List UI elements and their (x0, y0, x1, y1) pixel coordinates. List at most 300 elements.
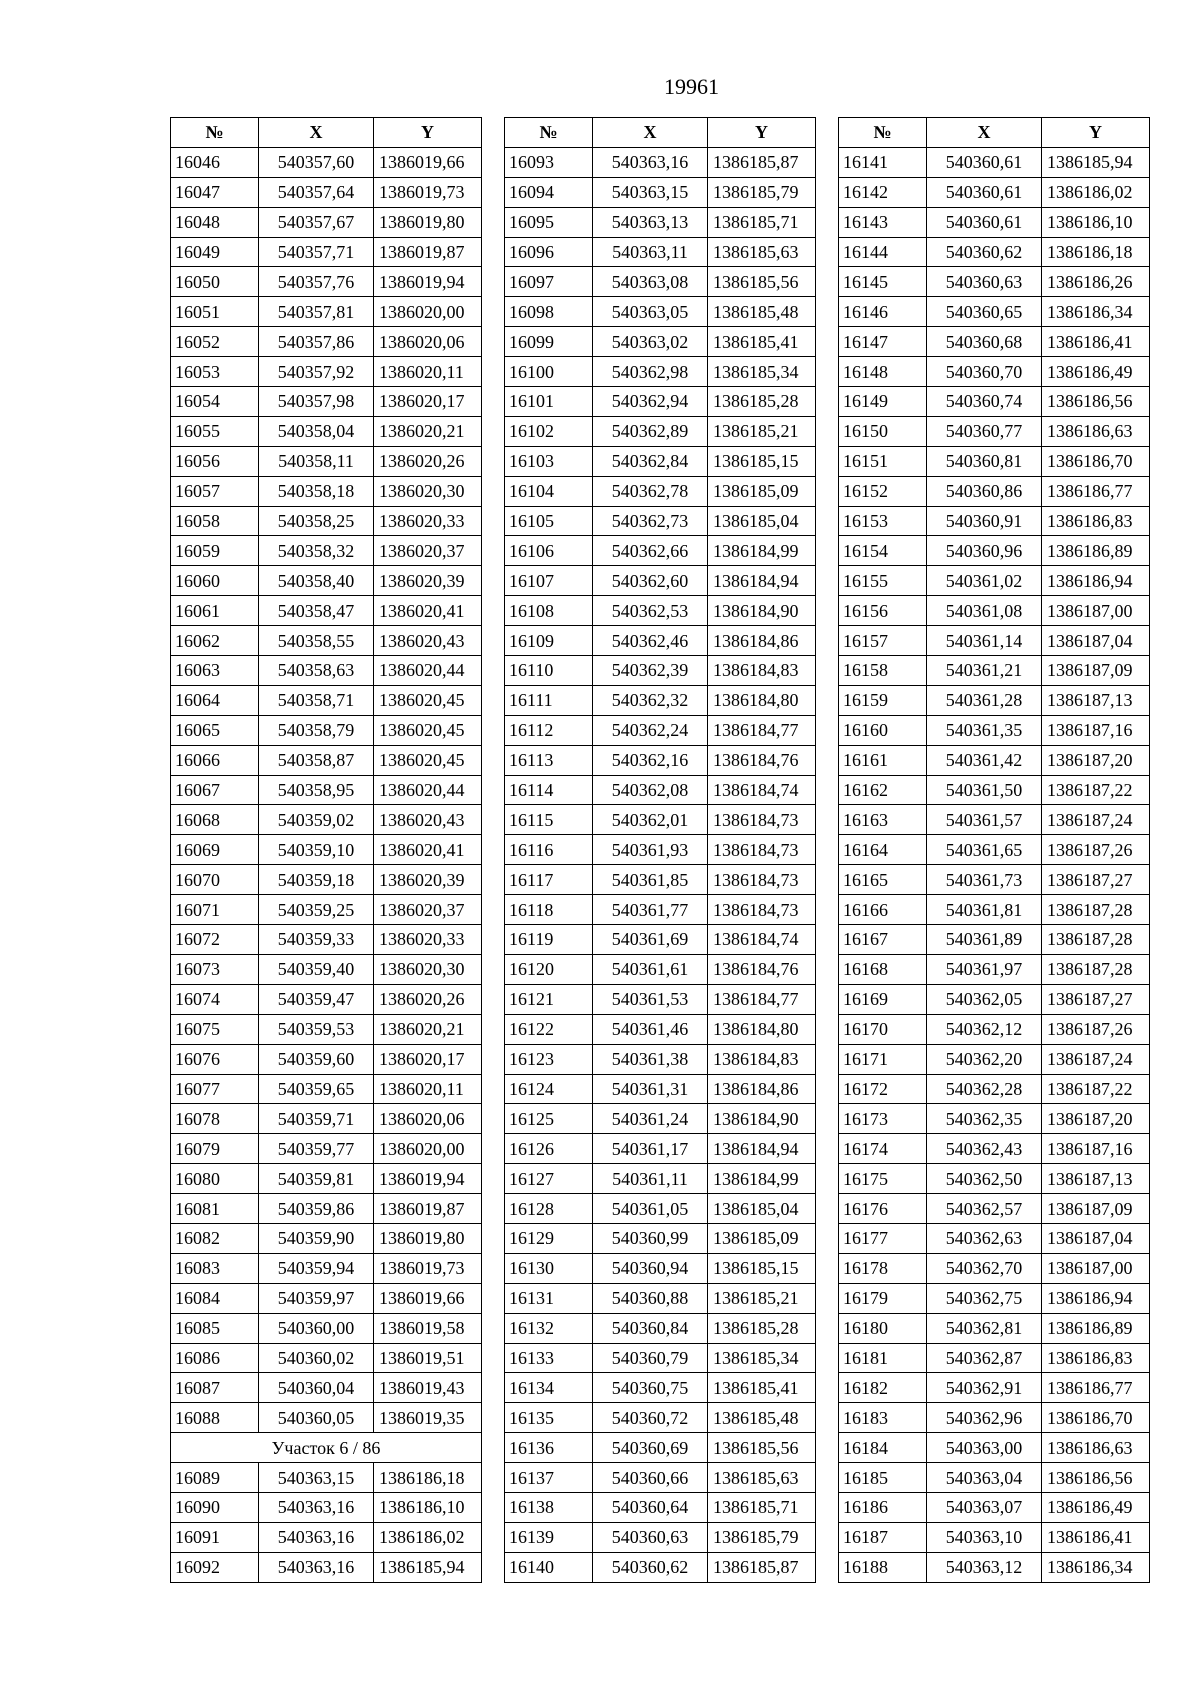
point-number: 16168 (839, 954, 927, 984)
point-number: 16123 (505, 1044, 593, 1074)
y-coordinate: 1386185,87 (708, 1552, 816, 1582)
page-number: 19961 (664, 74, 719, 99)
point-number: 16077 (171, 1074, 259, 1104)
table-row (171, 387, 482, 417)
point-number: 16068 (171, 805, 259, 835)
x-coordinate: 540358,55 (259, 626, 374, 656)
x-coordinate: 540362,20 (927, 1044, 1042, 1074)
table-row (839, 954, 1150, 984)
point-number: 16140 (505, 1552, 593, 1582)
table-row (505, 536, 816, 566)
x-coordinate: 540361,65 (927, 835, 1042, 865)
x-coordinate: 540361,69 (593, 925, 708, 955)
table-row (839, 446, 1150, 476)
table-row (839, 207, 1150, 237)
y-coordinate: 1386020,39 (374, 566, 482, 596)
table-row (171, 745, 482, 775)
y-coordinate: 1386185,09 (708, 476, 816, 506)
table-row (505, 1283, 816, 1313)
x-coordinate: 540361,89 (927, 925, 1042, 955)
y-coordinate: 1386186,94 (1042, 566, 1150, 596)
table-row (171, 1492, 482, 1522)
x-coordinate: 540360,61 (927, 147, 1042, 177)
point-number: 16124 (505, 1074, 593, 1104)
table-row (505, 237, 816, 267)
table-row (505, 1044, 816, 1074)
y-coordinate: 1386186,34 (1042, 1552, 1150, 1582)
table-row (505, 147, 816, 177)
x-coordinate: 540360,04 (259, 1373, 374, 1403)
table-row (505, 177, 816, 207)
point-number: 16145 (839, 267, 927, 297)
table-row (505, 685, 816, 715)
x-coordinate: 540361,81 (927, 895, 1042, 925)
y-coordinate: 1386184,76 (708, 954, 816, 984)
header-y: Y (374, 118, 482, 148)
y-coordinate: 1386186,49 (1042, 1492, 1150, 1522)
x-coordinate: 540358,79 (259, 715, 374, 745)
table-row (505, 715, 816, 745)
header-y: Y (708, 118, 816, 148)
point-number: 16181 (839, 1343, 927, 1373)
point-number: 16164 (839, 835, 927, 865)
y-coordinate: 1386185,34 (708, 357, 816, 387)
point-number: 16079 (171, 1134, 259, 1164)
x-coordinate: 540362,01 (593, 805, 708, 835)
point-number: 16138 (505, 1492, 593, 1522)
x-coordinate: 540362,50 (927, 1164, 1042, 1194)
y-coordinate: 1386020,45 (374, 715, 482, 745)
point-number: 16139 (505, 1522, 593, 1552)
table-row (505, 1522, 816, 1552)
table-row (171, 1253, 482, 1283)
y-coordinate: 1386186,83 (1042, 506, 1150, 536)
point-number: 16048 (171, 207, 259, 237)
y-coordinate: 1386187,09 (1042, 1194, 1150, 1224)
table-row (171, 835, 482, 865)
table-row (171, 1552, 482, 1582)
table-row (839, 536, 1150, 566)
x-coordinate: 540361,17 (593, 1134, 708, 1164)
point-number: 16117 (505, 865, 593, 895)
y-coordinate: 1386020,43 (374, 805, 482, 835)
x-coordinate: 540359,86 (259, 1194, 374, 1224)
y-coordinate: 1386185,41 (708, 327, 816, 357)
table-row (839, 476, 1150, 506)
y-coordinate: 1386185,56 (708, 267, 816, 297)
y-coordinate: 1386020,39 (374, 865, 482, 895)
table-row (839, 1492, 1150, 1522)
point-number: 16055 (171, 416, 259, 446)
y-coordinate: 1386184,74 (708, 925, 816, 955)
x-coordinate: 540363,04 (927, 1463, 1042, 1493)
x-coordinate: 540360,72 (593, 1403, 708, 1433)
y-coordinate: 1386020,17 (374, 387, 482, 417)
x-coordinate: 540363,12 (927, 1552, 1042, 1582)
point-number: 16143 (839, 207, 927, 237)
y-coordinate: 1386184,94 (708, 566, 816, 596)
y-coordinate: 1386186,41 (1042, 327, 1150, 357)
y-coordinate: 1386186,77 (1042, 1373, 1150, 1403)
point-number: 16091 (171, 1522, 259, 1552)
header-number: № (839, 118, 927, 148)
table-row (839, 237, 1150, 267)
x-coordinate: 540362,70 (927, 1253, 1042, 1283)
table-row (839, 925, 1150, 955)
header-x: X (593, 118, 708, 148)
y-coordinate: 1386186,56 (1042, 1463, 1150, 1493)
point-number: 16051 (171, 297, 259, 327)
table-row (171, 1343, 482, 1373)
table-row (171, 416, 482, 446)
y-coordinate: 1386185,21 (708, 1283, 816, 1313)
x-coordinate: 540362,98 (593, 357, 708, 387)
x-coordinate: 540362,35 (927, 1104, 1042, 1134)
x-coordinate: 540360,02 (259, 1343, 374, 1373)
y-coordinate: 1386185,21 (708, 416, 816, 446)
y-coordinate: 1386184,77 (708, 715, 816, 745)
point-number: 16108 (505, 596, 593, 626)
y-coordinate: 1386184,99 (708, 536, 816, 566)
x-coordinate: 540362,96 (927, 1403, 1042, 1433)
y-coordinate: 1386185,34 (708, 1343, 816, 1373)
x-coordinate: 540361,14 (927, 626, 1042, 656)
table-row (505, 1223, 816, 1253)
y-coordinate: 1386187,20 (1042, 745, 1150, 775)
y-coordinate: 1386185,15 (708, 446, 816, 476)
y-coordinate: 1386187,16 (1042, 715, 1150, 745)
table-row (505, 596, 816, 626)
point-number: 16167 (839, 925, 927, 955)
x-coordinate: 540360,74 (927, 387, 1042, 417)
x-coordinate: 540357,64 (259, 177, 374, 207)
x-coordinate: 540359,40 (259, 954, 374, 984)
x-coordinate: 540360,79 (593, 1343, 708, 1373)
table-row (171, 1522, 482, 1552)
point-number: 16151 (839, 446, 927, 476)
table-row (505, 267, 816, 297)
table-row (505, 954, 816, 984)
y-coordinate: 1386187,27 (1042, 865, 1150, 895)
point-number: 16131 (505, 1283, 593, 1313)
y-coordinate: 1386019,43 (374, 1373, 482, 1403)
x-coordinate: 540357,86 (259, 327, 374, 357)
y-coordinate: 1386019,80 (374, 1223, 482, 1253)
header-x: X (259, 118, 374, 148)
point-number: 16141 (839, 147, 927, 177)
y-coordinate: 1386187,27 (1042, 984, 1150, 1014)
y-coordinate: 1386184,83 (708, 1044, 816, 1074)
point-number: 16137 (505, 1463, 593, 1493)
y-coordinate: 1386186,89 (1042, 536, 1150, 566)
point-number: 16098 (505, 297, 593, 327)
point-number: 16092 (171, 1552, 259, 1582)
table-row (171, 267, 482, 297)
y-coordinate: 1386020,30 (374, 476, 482, 506)
x-coordinate: 540363,15 (259, 1463, 374, 1493)
table-row (839, 1194, 1150, 1224)
table-row (505, 446, 816, 476)
point-number: 16174 (839, 1134, 927, 1164)
y-coordinate: 1386019,87 (374, 237, 482, 267)
table-row (171, 357, 482, 387)
y-coordinate: 1386186,34 (1042, 297, 1150, 327)
y-coordinate: 1386187,09 (1042, 656, 1150, 686)
point-number: 16160 (839, 715, 927, 745)
point-number: 16169 (839, 984, 927, 1014)
y-coordinate: 1386184,73 (708, 835, 816, 865)
table-row (839, 805, 1150, 835)
x-coordinate: 540363,16 (259, 1492, 374, 1522)
point-number: 16149 (839, 387, 927, 417)
table-row (505, 865, 816, 895)
table-row (839, 1403, 1150, 1433)
x-coordinate: 540360,81 (927, 446, 1042, 476)
x-coordinate: 540361,38 (593, 1044, 708, 1074)
table-row (171, 536, 482, 566)
x-coordinate: 540363,07 (927, 1492, 1042, 1522)
x-coordinate: 540361,53 (593, 984, 708, 1014)
y-coordinate: 1386186,63 (1042, 416, 1150, 446)
y-coordinate: 1386020,45 (374, 685, 482, 715)
y-coordinate: 1386185,15 (708, 1253, 816, 1283)
x-coordinate: 540359,81 (259, 1164, 374, 1194)
y-coordinate: 1386020,17 (374, 1044, 482, 1074)
y-coordinate: 1386184,74 (708, 775, 816, 805)
point-number: 16182 (839, 1373, 927, 1403)
point-number: 16126 (505, 1134, 593, 1164)
table-row (171, 984, 482, 1014)
x-coordinate: 540362,78 (593, 476, 708, 506)
point-number: 16109 (505, 626, 593, 656)
point-number: 16086 (171, 1343, 259, 1373)
y-coordinate: 1386185,94 (374, 1552, 482, 1582)
y-coordinate: 1386187,26 (1042, 1014, 1150, 1044)
x-coordinate: 540358,47 (259, 596, 374, 626)
table-row (505, 1552, 816, 1582)
y-coordinate: 1386185,48 (708, 1403, 816, 1433)
point-number: 16058 (171, 506, 259, 536)
y-coordinate: 1386185,04 (708, 1194, 816, 1224)
table-row (171, 1164, 482, 1194)
point-number: 16060 (171, 566, 259, 596)
x-coordinate: 540360,99 (593, 1223, 708, 1253)
point-number: 16112 (505, 715, 593, 745)
point-number: 16170 (839, 1014, 927, 1044)
y-coordinate: 1386184,76 (708, 745, 816, 775)
y-coordinate: 1386020,21 (374, 416, 482, 446)
y-coordinate: 1386187,24 (1042, 1044, 1150, 1074)
table-row (505, 327, 816, 357)
point-number: 16057 (171, 476, 259, 506)
point-number: 16081 (171, 1194, 259, 1224)
point-number: 16100 (505, 357, 593, 387)
point-number: 16142 (839, 177, 927, 207)
table-row (505, 1403, 816, 1433)
y-coordinate: 1386187,26 (1042, 835, 1150, 865)
y-coordinate: 1386184,86 (708, 626, 816, 656)
x-coordinate: 540360,88 (593, 1283, 708, 1313)
x-coordinate: 540361,93 (593, 835, 708, 865)
y-coordinate: 1386186,70 (1042, 1403, 1150, 1433)
x-coordinate: 540361,42 (927, 745, 1042, 775)
y-coordinate: 1386187,20 (1042, 1104, 1150, 1134)
y-coordinate: 1386185,04 (708, 506, 816, 536)
x-coordinate: 540361,24 (593, 1104, 708, 1134)
point-number: 16128 (505, 1194, 593, 1224)
point-number: 16161 (839, 745, 927, 775)
table-row (171, 626, 482, 656)
y-coordinate: 1386186,77 (1042, 476, 1150, 506)
table-row (171, 925, 482, 955)
x-coordinate: 540360,62 (593, 1552, 708, 1582)
x-coordinate: 540361,57 (927, 805, 1042, 835)
x-coordinate: 540359,18 (259, 865, 374, 895)
x-coordinate: 540362,05 (927, 984, 1042, 1014)
y-coordinate: 1386184,73 (708, 895, 816, 925)
y-coordinate: 1386185,94 (1042, 147, 1150, 177)
x-coordinate: 540362,91 (927, 1373, 1042, 1403)
x-coordinate: 540358,71 (259, 685, 374, 715)
table-row (505, 1373, 816, 1403)
table-row (171, 656, 482, 686)
table-row (839, 387, 1150, 417)
x-coordinate: 540360,64 (593, 1492, 708, 1522)
table-header-row (505, 118, 816, 148)
point-number: 16134 (505, 1373, 593, 1403)
table-row (171, 147, 482, 177)
y-coordinate: 1386020,37 (374, 895, 482, 925)
point-number: 16059 (171, 536, 259, 566)
table-row (839, 1164, 1150, 1194)
table-row (839, 1522, 1150, 1552)
table-row (839, 626, 1150, 656)
table-row (171, 685, 482, 715)
x-coordinate: 540359,25 (259, 895, 374, 925)
point-number: 16082 (171, 1223, 259, 1253)
table-row (505, 1433, 816, 1463)
y-coordinate: 1386020,43 (374, 626, 482, 656)
table-row (505, 506, 816, 536)
point-number: 16163 (839, 805, 927, 835)
table-row (171, 237, 482, 267)
point-number: 16083 (171, 1253, 259, 1283)
y-coordinate: 1386186,10 (1042, 207, 1150, 237)
table-row (839, 1074, 1150, 1104)
point-number: 16129 (505, 1223, 593, 1253)
table-row (505, 626, 816, 656)
y-coordinate: 1386187,24 (1042, 805, 1150, 835)
table-row (839, 835, 1150, 865)
x-coordinate: 540359,97 (259, 1283, 374, 1313)
x-coordinate: 540362,81 (927, 1313, 1042, 1343)
point-number: 16188 (839, 1552, 927, 1582)
x-coordinate: 540361,85 (593, 865, 708, 895)
table-row (505, 895, 816, 925)
table-header-row (839, 118, 1150, 148)
y-coordinate: 1386019,35 (374, 1403, 482, 1433)
y-coordinate: 1386020,30 (374, 954, 482, 984)
table-row (839, 1044, 1150, 1074)
point-number: 16159 (839, 685, 927, 715)
x-coordinate: 540363,11 (593, 237, 708, 267)
table-row (171, 177, 482, 207)
table-row (505, 805, 816, 835)
y-coordinate: 1386020,33 (374, 925, 482, 955)
point-number: 16121 (505, 984, 593, 1014)
x-coordinate: 540358,95 (259, 775, 374, 805)
coordinates-table-2 (504, 117, 816, 1583)
table-row (505, 1343, 816, 1373)
x-coordinate: 540362,46 (593, 626, 708, 656)
y-coordinate: 1386185,87 (708, 147, 816, 177)
table-row (171, 506, 482, 536)
table-row (839, 1433, 1150, 1463)
table-row (839, 1463, 1150, 1493)
point-number: 16062 (171, 626, 259, 656)
y-coordinate: 1386186,83 (1042, 1343, 1150, 1373)
x-coordinate: 540361,61 (593, 954, 708, 984)
x-coordinate: 540361,08 (927, 596, 1042, 626)
point-number: 16101 (505, 387, 593, 417)
x-coordinate: 540363,10 (927, 1522, 1042, 1552)
table-row (171, 954, 482, 984)
point-number: 16156 (839, 596, 927, 626)
table-row (839, 357, 1150, 387)
y-coordinate: 1386020,44 (374, 775, 482, 805)
x-coordinate: 540358,32 (259, 536, 374, 566)
table-row (839, 745, 1150, 775)
table-row (505, 1074, 816, 1104)
x-coordinate: 540362,63 (927, 1223, 1042, 1253)
table-row (505, 476, 816, 506)
y-coordinate: 1386187,13 (1042, 685, 1150, 715)
y-coordinate: 1386020,21 (374, 1014, 482, 1044)
x-coordinate: 540363,16 (259, 1522, 374, 1552)
x-coordinate: 540362,75 (927, 1283, 1042, 1313)
y-coordinate: 1386020,06 (374, 327, 482, 357)
point-number: 16152 (839, 476, 927, 506)
y-coordinate: 1386187,22 (1042, 775, 1150, 805)
point-number: 16162 (839, 775, 927, 805)
x-coordinate: 540361,77 (593, 895, 708, 925)
point-number: 16110 (505, 656, 593, 686)
table-row (171, 775, 482, 805)
x-coordinate: 540359,10 (259, 835, 374, 865)
point-number: 16074 (171, 984, 259, 1014)
point-number: 16052 (171, 327, 259, 357)
table-row (171, 566, 482, 596)
y-coordinate: 1386019,66 (374, 147, 482, 177)
y-coordinate: 1386019,66 (374, 1283, 482, 1313)
y-coordinate: 1386020,00 (374, 297, 482, 327)
table-row (171, 1134, 482, 1164)
table-row (505, 984, 816, 1014)
point-number: 16125 (505, 1104, 593, 1134)
y-coordinate: 1386184,99 (708, 1164, 816, 1194)
y-coordinate: 1386185,79 (708, 177, 816, 207)
table-row (839, 596, 1150, 626)
point-number: 16186 (839, 1492, 927, 1522)
x-coordinate: 540361,73 (927, 865, 1042, 895)
point-number: 16087 (171, 1373, 259, 1403)
point-number: 16148 (839, 357, 927, 387)
y-coordinate: 1386020,33 (374, 506, 482, 536)
x-coordinate: 540361,35 (927, 715, 1042, 745)
table-row (839, 1373, 1150, 1403)
table-row (505, 566, 816, 596)
x-coordinate: 540360,77 (927, 416, 1042, 446)
